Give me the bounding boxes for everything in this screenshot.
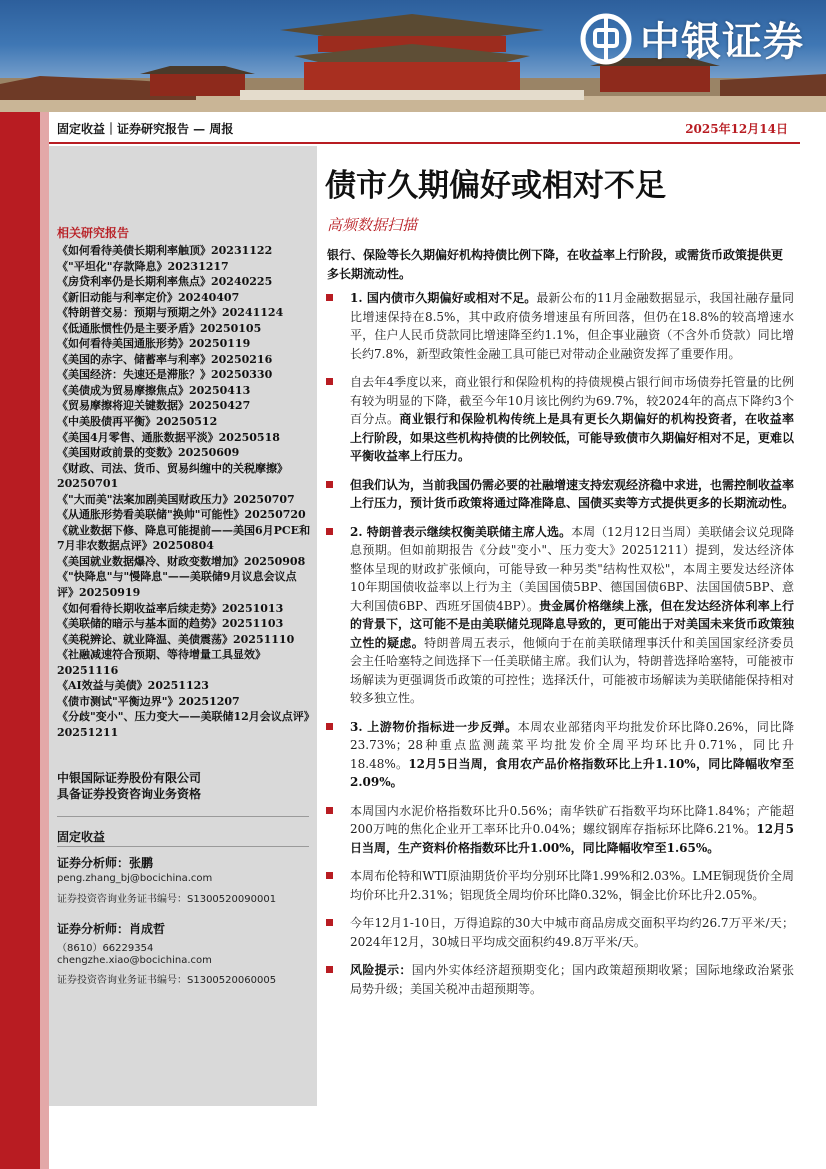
- related-report-item[interactable]: 《新旧动能与利率定价》20240407: [57, 290, 240, 304]
- related-report-item[interactable]: 《如何看待长期收益率后续走势》20251013: [57, 601, 284, 615]
- related-report-item[interactable]: 《美国财政前景的变数》20250609: [57, 446, 240, 460]
- body-paragraph: [326, 802, 794, 858]
- header-banner: [0, 0, 826, 112]
- analyst-1-cert: 证券投资咨询业务证书编号：S1300520090001: [57, 894, 277, 905]
- paragraph-text: 自去年4季度以来，商业银行和保险机构的持债规模占银行间市场债券托管量的比例有较为明显的下降，截至今年10月该比例约为69.7%，较2024年的高点下降约3个百分点。: [350, 375, 794, 426]
- brand-name: 中银证券: [640, 19, 804, 65]
- bullet-icon: [326, 294, 333, 301]
- related-report-item[interactable]: 《美联储的暗示与基本面的趋势》20251103: [57, 617, 284, 631]
- bullet-icon: [326, 723, 333, 730]
- analyst-2-title: 证券分析师：肖成哲: [57, 922, 166, 936]
- paragraph-heading: 2. 特朗普表示继续权衡美联储主席人选。: [350, 524, 572, 539]
- related-report-item[interactable]: 《财政、司法、货币、贸易纠缠中的关税摩擦》20250701: [57, 461, 288, 491]
- body-paragraph: [326, 914, 794, 951]
- paragraph-emphasis: 商业银行和保险机构传统上是具有更长久期偏好的机构投资者，在收益率上行阶段，如果这些机构持债的比例较低，可能导致债市久期偏好相对不足，更难以平衡收益率上行压力。: [350, 412, 795, 463]
- sidebar-section-label: 固定收益: [57, 830, 106, 844]
- bullet-icon: [326, 807, 333, 814]
- related-report-item[interactable]: 《"平坦化"存款降息》20231217: [57, 259, 229, 273]
- related-reports-list: [57, 243, 313, 741]
- bullet-icon: [326, 919, 333, 926]
- analyst-2-cert: 证券投资咨询业务证书编号：S1300520060005: [57, 975, 277, 986]
- related-report-item[interactable]: 《低通胀惯性仍是主要矛盾》20250105: [57, 321, 262, 335]
- analyst-1-title: 证券分析师：张鹏: [57, 856, 154, 870]
- left-pink-stripe: [40, 112, 49, 1169]
- bank-of-china-logo-icon: [580, 13, 632, 65]
- body-paragraph: [326, 373, 794, 466]
- analyst-2-phone: （8610）66229354: [57, 943, 154, 954]
- report-title: 债市久期偏好或相对不足: [325, 168, 666, 204]
- related-report-item[interactable]: 《美税辨论、就业降温、美债震荡》20251110: [57, 632, 295, 646]
- related-report-item[interactable]: 《美国的赤字、储蓄率与利率》20250216: [57, 352, 273, 366]
- paragraph-emphasis: 贵金属价格继续上涨，但在发达经济体利率上行的背景下，这可能不是由美联储兑现降息导致的，更可能出于对美国未来货币政策独立性的疑虑。: [350, 598, 795, 650]
- report-body: [326, 289, 794, 998]
- body-paragraph: [326, 961, 794, 998]
- related-report-item[interactable]: 《如何看待美债长期利率触顶》20231122: [57, 244, 273, 257]
- paragraph-text: 特朗普周五表示，他倾向于在前美联储理事沃什和美国国家经济委员会主任哈塞特之间选择下一任美联储主席。我们认为，特朗普选择哈塞特，可能被市场解读为更强调货币政策的可控性；选择沃什，可能被市场解读为美联储能保持相对较多独立性。: [350, 635, 795, 705]
- company-info: [57, 770, 201, 802]
- related-report-item[interactable]: 《"快降息"与"慢降息"——美联储9月议息会议点评》20250919: [57, 570, 297, 600]
- report-header-bar: [49, 116, 800, 144]
- related-report-item[interactable]: 《分歧"变小"、压力变大——美联储12月会议点评》20251211: [57, 710, 310, 739]
- paragraph-text: 本周国内水泥价格指数环比升0.56%；南华铁矿石指数平均环比降1.84%；产能超200万吨的焦化企业开工率环比升0.04%；螺纹钢库存指标环比降6.21%。: [350, 803, 794, 836]
- related-report-item[interactable]: 《从通胀形势看美联储"换帅"可能性》20250720: [57, 508, 306, 522]
- report-category: 固定收益｜证券研究报告 — 周报: [57, 122, 234, 136]
- report-date: 2025年12月14日: [685, 122, 788, 136]
- related-report-item[interactable]: 《"大而美"法案加剧美国财政压力》20250707: [57, 492, 295, 506]
- body-paragraph: [326, 523, 794, 708]
- paragraph-text: 国内外实体经济超预期变化；国内政策超预期收紧；国际地缘政治紧张局势升级；美国关税冲击超预期等。: [350, 963, 794, 996]
- bullet-icon: [326, 872, 333, 879]
- body-paragraph: [326, 867, 794, 904]
- paragraph-heading: 风险提示：: [350, 963, 412, 977]
- related-report-item[interactable]: 《美债成为贸易摩擦焦点》20250413: [57, 383, 251, 397]
- body-paragraph: [326, 718, 794, 792]
- bullet-icon: [326, 481, 333, 488]
- related-report-item[interactable]: 《中美股债再平衡》20250512: [57, 415, 218, 429]
- related-report-item[interactable]: 《贸易摩擦将迎关键数据》20250427: [57, 399, 251, 413]
- paragraph-emphasis: 但我们认为，当前我国仍需必要的社融增速支持宏观经济稳中求进，也需控制收益率上行压力，预计货币政策将通过降准降息、国债买卖等方式提供更多的长期流动性。: [350, 477, 795, 510]
- paragraph-text: 最新公布的11月金融数据显示，我国社融存量同比增速保持在8.5%，其中政府债务增速虽有所回落，但仍在18.8%的较高增速水平，住户人民币贷款同比增速降至约1.1%，但企事业融资（不含外币贷款）同比增长约7.8%，新型政策性金融工具可能已对带动企业融资发挥了重要作用。: [350, 291, 794, 361]
- related-report-item[interactable]: 《美国经济：失速还是滞胀？》20250330: [57, 368, 273, 382]
- company-qualification: 具备证券投资咨询业务资格: [57, 787, 202, 801]
- related-report-item[interactable]: 《房贷利率仍是长期利率焦点》20240225: [57, 275, 273, 289]
- paragraph-text: 本周布伦特和WTI原油期货价平均分别环比降1.99%和2.03%。LME铜现货价全周均价环比升2.31%；铝现货全周均价环比降0.32%，铜金比价环比升2.05%。: [350, 869, 794, 902]
- related-reports-header: [57, 224, 309, 241]
- body-paragraph: [326, 289, 794, 363]
- bullet-icon: [326, 966, 333, 973]
- report-subtitle: 高频数据扫描: [327, 216, 418, 234]
- related-report-item[interactable]: 《AI效益与美债》20251123: [57, 679, 209, 693]
- brand: [580, 10, 804, 67]
- paragraph-emphasis: 12月5日当周，食用农产品价格指数环比上升1.10%，同比降幅收窄至2.09%。: [350, 756, 794, 789]
- analyst-2-email[interactable]: chengzhe.xiao@bocichina.com: [57, 955, 212, 966]
- paragraph-heading: 3. 上游物价指标进一步反弹。: [350, 719, 518, 734]
- paragraph-emphasis: 12月5日当周，生产资料价格指数环比升1.00%，同比降幅收窄至1.65%。: [350, 822, 794, 855]
- paragraph-text: 今年12月1-10日，万得追踪的30大中城市商品房成交面积平均约26.7万平米/天；2024年12月，30城日平均成交面积约49.8万平米/天。: [350, 916, 794, 949]
- paragraph-text: 本周（12月12日当周）美联储会议兑现降息预期。但如前期报告《分歧"变小"、压力变大》20251211）提到，发达经济体整体呈现的财政扩张倾向，可能导致一种另类"结构性双松"，本周主要发达经济体10年期国债收益率以上行为主（美国国债5BP、德国国债6BP、法国国债5BP、意大利国债6BP、西班牙国债4BP）。: [350, 524, 794, 613]
- related-report-item[interactable]: 《债市测试"平衡边界"》20251207: [57, 694, 240, 708]
- sidebar: [49, 146, 317, 1106]
- company-name: 中银国际证券股份有限公司: [57, 771, 202, 785]
- analyst-1-email[interactable]: peng.zhang_bj@bocichina.com: [57, 873, 213, 884]
- related-report-item[interactable]: 《美国4月零售、通胀数据平淡》20250518: [57, 430, 280, 444]
- related-report-item[interactable]: 《如何看待美国通胀形势》20250119: [57, 337, 251, 351]
- left-red-stripe: [0, 112, 40, 1169]
- related-report-item[interactable]: 《就业数据下修、降息可能提前——美国6月PCE和7月非农数据点评》20250804: [57, 523, 311, 553]
- related-report-item[interactable]: 《社融减速符合预期、等待增量工具显效》20251116: [57, 648, 266, 677]
- sidebar-divider: [57, 816, 309, 817]
- paragraph-heading: 1. 国内债市久期偏好或相对不足。: [350, 291, 537, 305]
- sidebar-divider: [57, 846, 309, 847]
- bullet-icon: [326, 528, 333, 535]
- report-summary: 银行、保险等长久期偏好机构持债比例下降，在收益率上行阶段，或需货币政策提供更多长期流动性。: [327, 248, 784, 281]
- bullet-icon: [326, 378, 333, 385]
- paragraph-text: 本周农业部猪肉平均批发价环比降0.26%，同比降23.73%；28种重点监测蔬菜平均批发价全周平均环比升0.71%，同比升18.48%。: [350, 719, 794, 771]
- related-report-item[interactable]: 《特朗普交易：预期与预期之外》20241124: [57, 306, 284, 320]
- related-reports-title: 相关研究报告: [57, 226, 130, 240]
- related-report-item[interactable]: 《美国就业数据爆冷、财政变数增加》20250908: [57, 554, 306, 568]
- body-paragraph: [326, 476, 794, 513]
